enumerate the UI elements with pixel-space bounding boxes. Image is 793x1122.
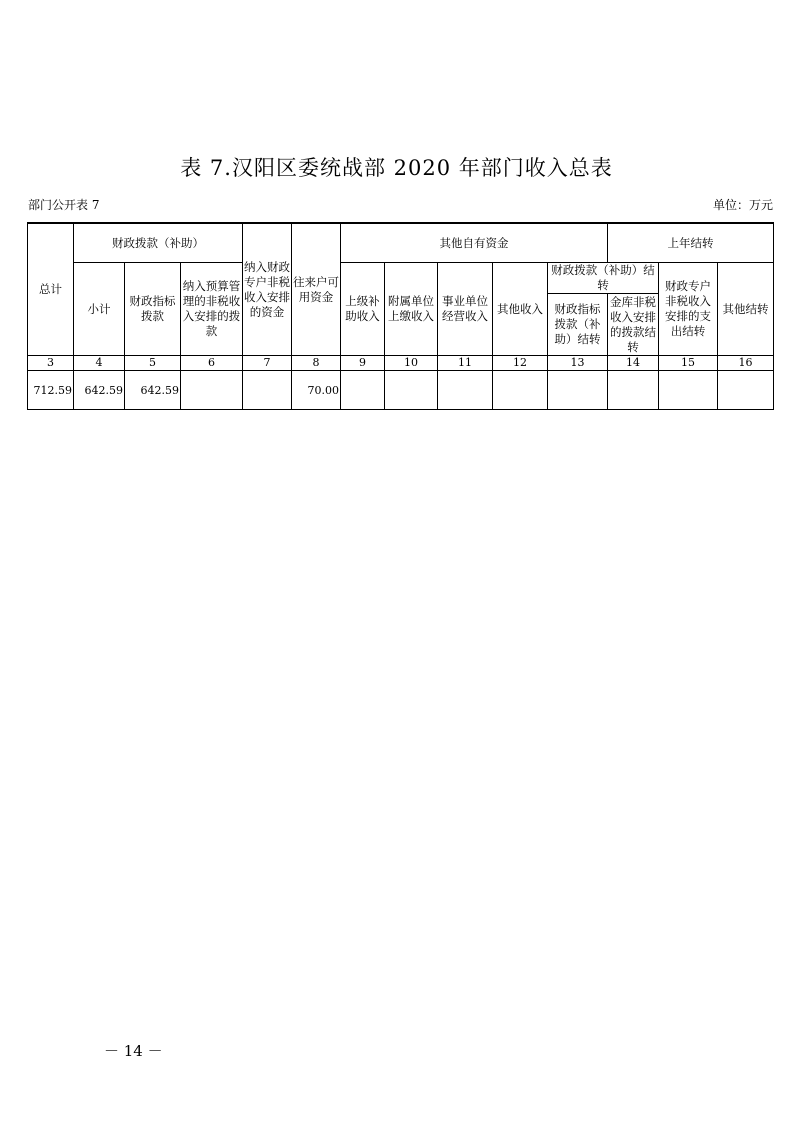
- header-carry-fiscal: 财政拨款（补助）结转: [548, 263, 659, 294]
- page-number: － 14 －: [104, 1042, 163, 1060]
- cell-carry-fiscal-indicator: [548, 371, 608, 410]
- header-row-sub1: [28, 263, 774, 294]
- column-number: 3: [28, 356, 74, 371]
- cell-business-income: [438, 371, 493, 410]
- header-carry-other: 其他结转: [718, 263, 774, 356]
- column-number: 11: [438, 356, 493, 371]
- header-other-income: 其他收入: [493, 263, 548, 356]
- cell-carry-special-nontax: [659, 371, 718, 410]
- column-number: 7: [243, 356, 292, 371]
- page-title: 表 7.汉阳区委统战部 2020 年部门收入总表: [180, 156, 613, 180]
- column-number-row: [28, 356, 774, 371]
- header-subtotal: 小计: [74, 263, 125, 356]
- cell-carry-other: [718, 371, 774, 410]
- column-number: 6: [181, 356, 243, 371]
- column-number: 5: [125, 356, 181, 371]
- cell-other-income: [493, 371, 548, 410]
- header-prior-year-carryover: 上年结转: [608, 223, 774, 263]
- header-affiliated-payment: 附属单位上缴收入: [385, 263, 438, 356]
- column-number: 15: [659, 356, 718, 371]
- header-fiscal-indicator: 财政指标拨款: [125, 263, 181, 356]
- form-label: 部门公开表 7: [28, 198, 100, 212]
- column-number: 14: [608, 356, 659, 371]
- column-number: 8: [292, 356, 341, 371]
- column-number: 4: [74, 356, 125, 371]
- header-total: 总计: [28, 223, 74, 356]
- header-other-own-funds: 其他自有资金: [341, 223, 608, 263]
- header-superior-subsidy: 上级补助收入: [341, 263, 385, 356]
- header-carry-treasury-nontax: 金库非税收入安排的拨款结转: [608, 294, 659, 356]
- header-special-account: 纳入财政专户非税收入安排的资金: [243, 223, 292, 356]
- column-number: 9: [341, 356, 385, 371]
- header-fiscal: 财政拨款（补助）: [74, 223, 243, 263]
- income-summary-table: [27, 222, 774, 410]
- cell-special-account: [243, 371, 292, 410]
- cell-budget-nontax: [181, 371, 243, 410]
- cell-affiliated-payment: [385, 371, 438, 410]
- cell-superior-subsidy: [341, 371, 385, 410]
- table-row: [28, 371, 774, 410]
- cell-carry-treasury-nontax: [608, 371, 659, 410]
- column-number: 10: [385, 356, 438, 371]
- header-current-account: 往来户可用资金: [292, 223, 341, 356]
- column-number: 13: [548, 356, 608, 371]
- column-number: 16: [718, 356, 774, 371]
- cell-total: 712.59: [28, 371, 74, 410]
- header-carry-fiscal-indicator: 财政指标拨款（补助）结转: [548, 294, 608, 356]
- header-carry-special-nontax: 财政专户非税收入安排的支出结转: [659, 263, 718, 356]
- header-business-income: 事业单位经营收入: [438, 263, 493, 356]
- header-budget-nontax: 纳入预算管理的非税收入安排的拨款: [181, 263, 243, 356]
- column-number: 12: [493, 356, 548, 371]
- unit-label: 单位：万元: [712, 198, 773, 212]
- cell-subtotal: 642.59: [74, 371, 125, 410]
- cell-fiscal-indicator: 642.59: [125, 371, 181, 410]
- header-row-groups: [28, 223, 774, 263]
- cell-current-account: 70.00: [292, 371, 341, 410]
